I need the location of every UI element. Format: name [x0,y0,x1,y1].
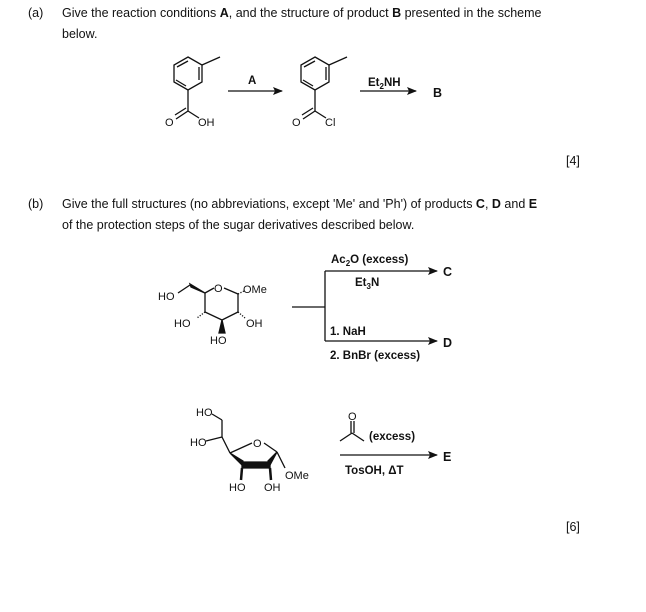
reagent-excess: (excess) [369,431,416,443]
atom-label: OMe [285,470,309,482]
part-a-label: (a) [28,6,44,20]
atom-label: O [214,283,223,295]
text: , and the structure of product [228,6,393,20]
text: , [484,197,492,211]
product-c: C [443,265,453,279]
part-b-question-line2: of the protection steps of the sugar derivatives described below. [62,218,415,232]
text: Give the reaction conditions [62,6,220,20]
atom-label: HO [229,482,246,494]
bold-b: B [392,6,402,20]
part-a-question-line2: below. [62,27,98,41]
text: Et [355,277,367,289]
m-toluic-acid-structure [174,57,220,119]
bold-a: A [219,6,229,20]
text: N [370,277,380,289]
reagent-et3n [355,277,379,291]
atom-label: HO [210,335,227,347]
product-e: E [443,450,452,464]
reagent-bnbr: 2. BnBr (excess) [330,350,421,362]
product-d: D [443,336,453,350]
text: and [500,197,529,211]
text: Et [368,77,380,89]
product-b: B [433,86,443,100]
atom-label: HO [158,291,175,303]
reagent-et2nh [368,77,401,91]
bold-d: D [491,197,501,211]
bold-e: E [528,197,538,211]
subscript: 2 [345,259,351,268]
m-toluoyl-chloride-structure [301,57,347,119]
atom-label: O [253,438,262,450]
part-a-marks: [4] [566,154,580,168]
bold-c: C [475,197,485,211]
atom-label: HO [190,437,207,449]
reagent-ac2o [331,254,409,268]
reagent-tosoh: TosOH, ΔT [345,465,404,477]
subscript: 2 [379,82,384,91]
atom-label: O [348,411,357,423]
atom-label: OH [264,482,281,494]
text: NH [383,77,401,89]
subscript: 3 [366,282,371,291]
part-b-label: (b) [28,197,44,211]
reagent-nah: 1. NaH [330,326,366,338]
part-b-marks: [6] [566,520,580,534]
atom-label: OMe [243,284,267,296]
atom-label: O [292,117,301,129]
text: presented in the scheme [401,6,542,20]
text: Ac [331,254,346,266]
reagent-a: A [248,75,257,87]
atom-label: HO [196,407,213,419]
text: Give the full structures (no abbreviations, except 'Me' and 'Ph') of products [62,197,476,211]
atom-label: Cl [325,117,336,129]
atom-label: O [165,117,174,129]
atom-label: OH [198,117,215,129]
text: O (excess) [350,254,409,266]
atom-label: HO [174,318,191,330]
atom-label: OH [246,318,263,330]
